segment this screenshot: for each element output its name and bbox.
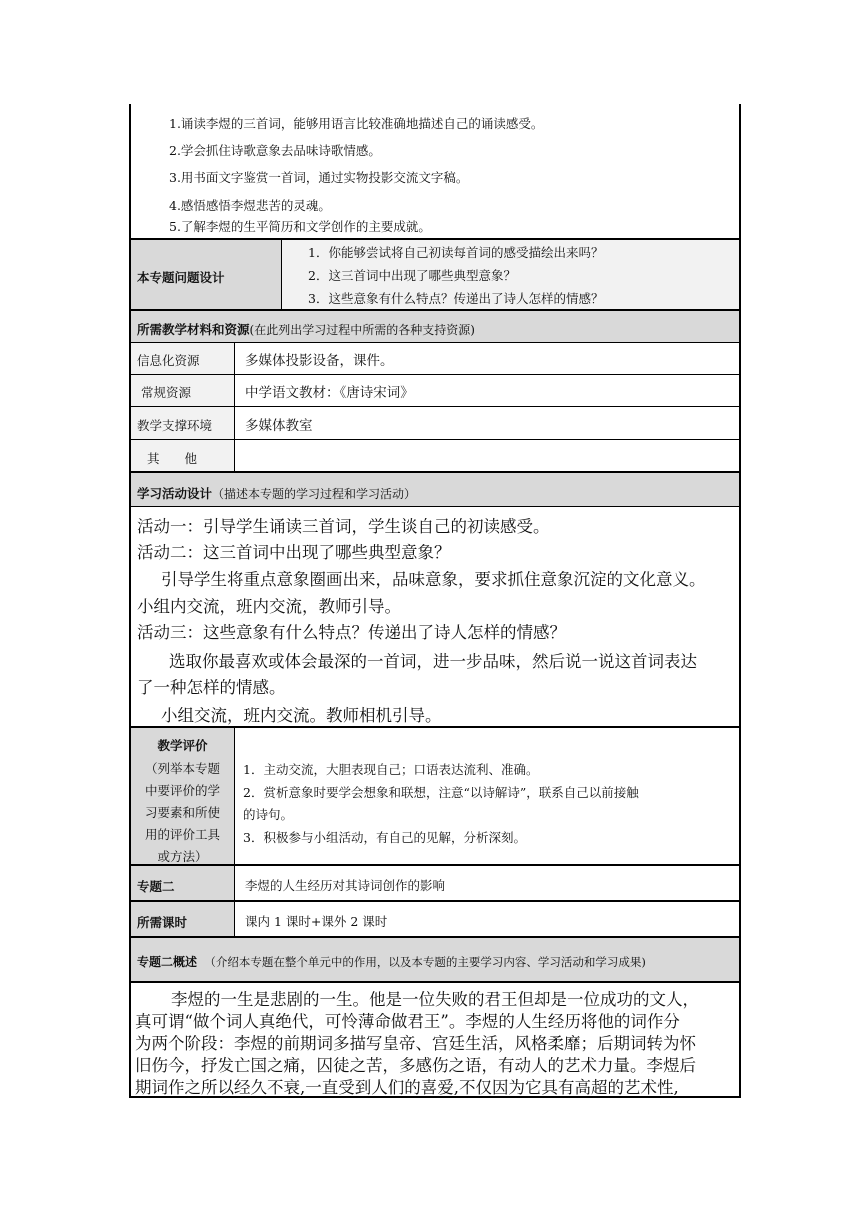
topic2-label: 专题二 bbox=[137, 879, 175, 894]
materials-row-value: 中学语文教材：《唐诗宋词》 bbox=[245, 385, 414, 401]
question-design-row bbox=[131, 238, 739, 309]
evaluation-note-line: 中要评价的学 bbox=[144, 783, 220, 798]
evaluation-item: 3．积极参与小组活动，有自己的见解，分析深刻。 bbox=[243, 830, 526, 845]
activity-line: 选取你最喜欢或体会最深的一首词，进一步品味，然后说一说这首词表达 bbox=[169, 652, 697, 671]
materials-header-note: (在此列出学习过程中所需的各种支持资源) bbox=[249, 323, 475, 337]
activity-line: 小组内交流，班内交流，教师引导。 bbox=[137, 597, 401, 616]
materials-row-environment bbox=[131, 406, 739, 439]
activities-content bbox=[131, 506, 739, 726]
topic2-value: 李煜的人生经历对其诗词创作的影响 bbox=[245, 878, 446, 893]
materials-row-regular bbox=[131, 374, 739, 406]
materials-row-other bbox=[131, 439, 739, 471]
question-item-1: 1．你能够尝试将自己初读每首词的感受描绘出来吗？ bbox=[308, 245, 604, 260]
evaluation-title: 教学评价 bbox=[157, 738, 208, 753]
overview-line: 真可谓“做个词人真绝代，可怜薄命做君王”。李煜的人生经历将他的词作分 bbox=[135, 1012, 680, 1031]
topic2-label-cell bbox=[131, 866, 235, 900]
activities-header-title: 学习活动设计 bbox=[137, 486, 213, 501]
materials-row-value: 多媒体教室 bbox=[245, 418, 313, 434]
objective-1: 1.诵读李煜的三首词，能够用语言比较准确地描述自己的诵读感受。 bbox=[169, 116, 544, 131]
activity-line: 小组交流，班内交流。教师相机引导。 bbox=[161, 706, 442, 725]
overview-header bbox=[131, 936, 739, 981]
overview-content bbox=[131, 981, 739, 1098]
overview-line: 期词作之所以经久不衰,一直受到人们的喜爱,不仅因为它具有高超的艺术性, bbox=[135, 1078, 679, 1097]
evaluation-row bbox=[131, 726, 739, 864]
materials-header-title: 所需教学材料和资源 bbox=[137, 322, 250, 337]
hours-value: 课内 1 课时+课外 2 课时 bbox=[245, 914, 388, 929]
materials-row-info-label-cell bbox=[131, 343, 235, 374]
hours-label: 所需课时 bbox=[137, 915, 188, 930]
overview-header-note: （介绍本专题在整个单元中的作用，以及本专题的主要学习内容、学习活动和学习成果) bbox=[204, 955, 646, 969]
objective-4: 4.感悟感悟李煜悲苦的灵魂。 bbox=[169, 198, 331, 213]
activities-header-note: （描述本专题的学习过程和学习活动） bbox=[212, 487, 417, 501]
question-item-3: 3．这些意象有什么特点？传递出了诗人怎样的情感？ bbox=[308, 291, 604, 306]
evaluation-note-line: （列举本专题 bbox=[144, 761, 220, 776]
evaluation-item: 2．赏析意象时要学会想象和联想，注意“以诗解诗”，联系自己以前接触 bbox=[243, 785, 639, 800]
materials-row-label: 其 他 bbox=[147, 451, 198, 466]
hours-row bbox=[131, 900, 739, 936]
activity-line: 活动二：这三首词中出现了哪些典型意象？ bbox=[137, 543, 451, 562]
materials-row-environment-label-cell bbox=[131, 407, 235, 439]
activity-line: 了一种怎样的情感。 bbox=[137, 678, 286, 697]
materials-header bbox=[131, 309, 739, 342]
activity-line: 活动三：这些意象有什么特点？传递出了诗人怎样的情感？ bbox=[137, 623, 566, 642]
materials-row-label: 信息化资源 bbox=[137, 353, 200, 368]
overview-line: 为两个阶段：李煜的前期词多描写皇帝、宫廷生活，风格柔靡；后期词转为怀 bbox=[135, 1034, 696, 1053]
materials-row-regular-label-cell bbox=[131, 375, 235, 406]
objective-2: 2.学会抓住诗歌意象去品味诗歌情感。 bbox=[169, 143, 381, 158]
evaluation-note-line: 或方法） bbox=[157, 849, 208, 864]
objective-3: 3.用书面文字鉴赏一首词，通过实物投影交流文字稿。 bbox=[169, 170, 469, 185]
question-design-label-cell bbox=[131, 240, 282, 309]
topic2-row bbox=[131, 864, 739, 900]
evaluation-label-cell bbox=[131, 728, 235, 864]
activities-header-text bbox=[137, 484, 416, 502]
overview-line: 李煜的一生是悲剧的一生。他是一位失败的君王但却是一位成功的文人， bbox=[171, 990, 699, 1009]
evaluation-items bbox=[235, 728, 739, 864]
objective-5: 5.了解李煜的生平简历和文学创作的主要成就。 bbox=[169, 219, 431, 234]
evaluation-note-line: 习要素和所使 bbox=[144, 805, 220, 820]
overview-line: 旧伤今，抒发亡国之痛，囚徒之苦，多感伤之语，有动人的艺术力量。李煜后 bbox=[135, 1056, 696, 1075]
materials-row-label: 常规资源 bbox=[141, 385, 192, 400]
activity-line: 引导学生将重点意象圈画出来，品味意象，要求抓住意象沉淀的文化意义。 bbox=[161, 570, 706, 589]
overview-header-title: 专题二概述 bbox=[137, 955, 198, 969]
hours-label-cell bbox=[131, 902, 235, 936]
evaluation-item: 1．主动交流，大胆表现自己；口语表达流利、准确。 bbox=[243, 762, 539, 777]
activities-header bbox=[131, 471, 739, 506]
evaluation-note-line: 用的评价工具 bbox=[144, 827, 220, 842]
lesson-plan-table bbox=[129, 104, 741, 1098]
materials-row-info bbox=[131, 342, 739, 374]
activity-line: 活动一：引导学生诵读三首词，学生谈自己的初读感受。 bbox=[137, 517, 550, 536]
materials-row-other-label-cell bbox=[131, 440, 235, 471]
evaluation-item: 的诗句。 bbox=[243, 807, 294, 822]
question-design-items bbox=[282, 240, 739, 309]
question-design-label: 本专题问题设计 bbox=[137, 270, 225, 285]
overview-header-text bbox=[137, 953, 646, 970]
materials-row-label: 教学支撑环境 bbox=[137, 418, 213, 433]
materials-row-value: 多媒体投影设备，课件。 bbox=[245, 353, 394, 369]
objectives-section bbox=[131, 104, 739, 239]
materials-header-text bbox=[137, 320, 475, 338]
question-item-2: 2．这三首词中出现了哪些典型意象？ bbox=[308, 268, 516, 283]
